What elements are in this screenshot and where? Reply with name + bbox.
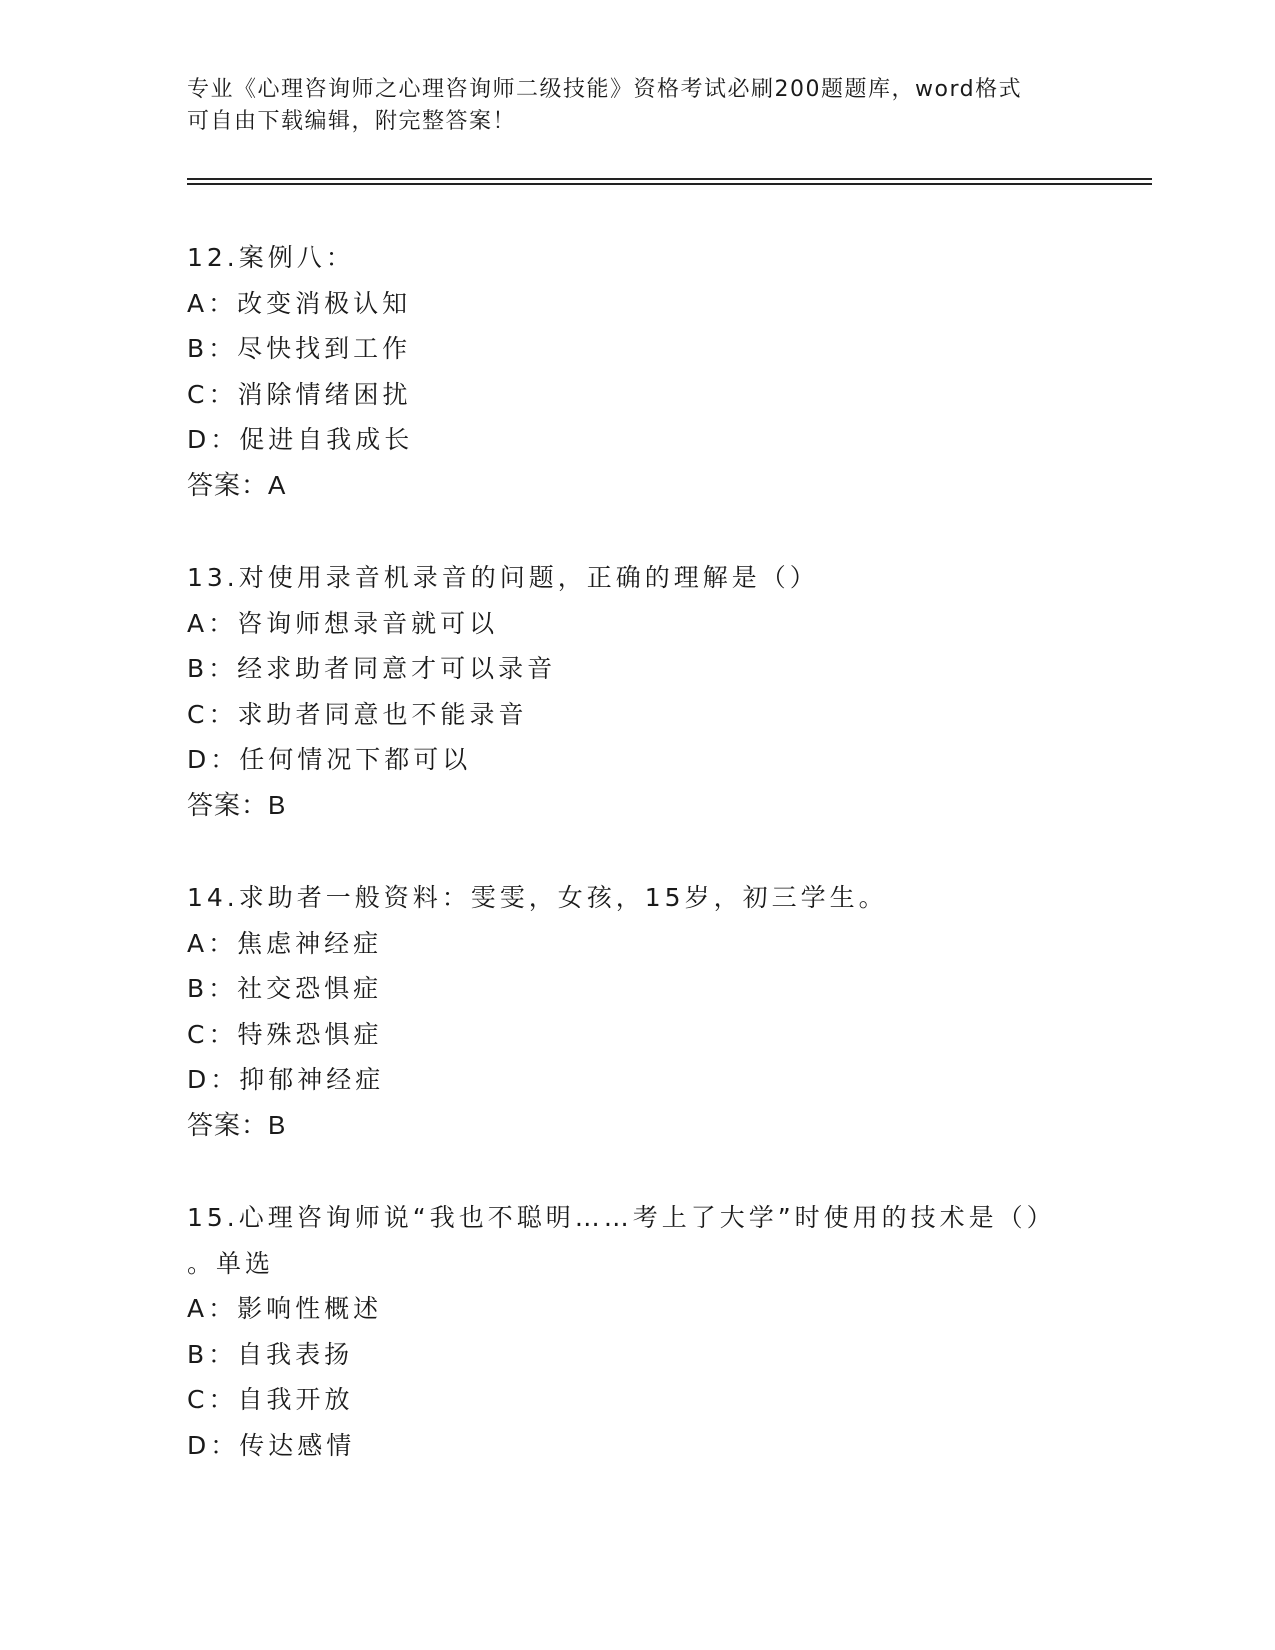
document-header bbox=[187, 74, 1087, 138]
option-b: B：经求助者同意才可以录音 bbox=[187, 654, 557, 683]
option-d: D：任何情况下都可以 bbox=[187, 745, 472, 774]
answer: 答案：A bbox=[187, 469, 287, 500]
option-b: B：自我表扬 bbox=[187, 1339, 354, 1369]
question-14 bbox=[187, 875, 1087, 1148]
answer: 答案：B bbox=[187, 1109, 287, 1140]
option-c: C：特殊恐惧症 bbox=[187, 1019, 383, 1049]
header-line-1: 专业《心理咨询师之心理咨询师二级技能》资格考试必刷200题题库，word格式 bbox=[187, 77, 1023, 102]
option-d: D：抑郁神经症 bbox=[187, 1065, 385, 1094]
option-b: B：尽快找到工作 bbox=[187, 334, 412, 363]
question-stem: 14.求助者一般资料：雯雯，女孩，15岁，初三学生。 bbox=[187, 883, 888, 912]
option-c: C：求助者同意也不能录音 bbox=[187, 699, 528, 729]
question-stem: 15.心理咨询师说“我也不聪明……考上了大学”时使用的技术是（） bbox=[187, 1203, 1056, 1232]
option-d: D：传达感情 bbox=[187, 1430, 356, 1460]
question-stem: 12.案例八： bbox=[187, 243, 355, 272]
answer: 答案：B bbox=[187, 789, 287, 820]
header-divider-top bbox=[187, 178, 1152, 180]
question-13 bbox=[187, 555, 1087, 828]
option-b: B：社交恐惧症 bbox=[187, 974, 383, 1003]
question-stem: 13.对使用录音机录音的问题，正确的理解是（） bbox=[187, 563, 819, 592]
option-c: C：自我开放 bbox=[187, 1385, 354, 1414]
option-a: A：改变消极认知 bbox=[187, 288, 412, 318]
option-d: D：促进自我成长 bbox=[187, 425, 414, 454]
header-divider-bottom bbox=[187, 183, 1152, 185]
option-a: A：焦虑神经症 bbox=[187, 928, 383, 958]
question-stem-continued: 。单选 bbox=[187, 1248, 275, 1278]
option-c: C：消除情绪困扰 bbox=[187, 379, 412, 409]
header-line-2: 可自由下载编辑，附完整答案！ bbox=[187, 109, 517, 134]
option-a: A：咨询师想录音就可以 bbox=[187, 608, 499, 638]
question-15 bbox=[187, 1195, 1087, 1468]
question-12 bbox=[187, 235, 1087, 508]
option-a: A：影响性概述 bbox=[187, 1294, 383, 1323]
